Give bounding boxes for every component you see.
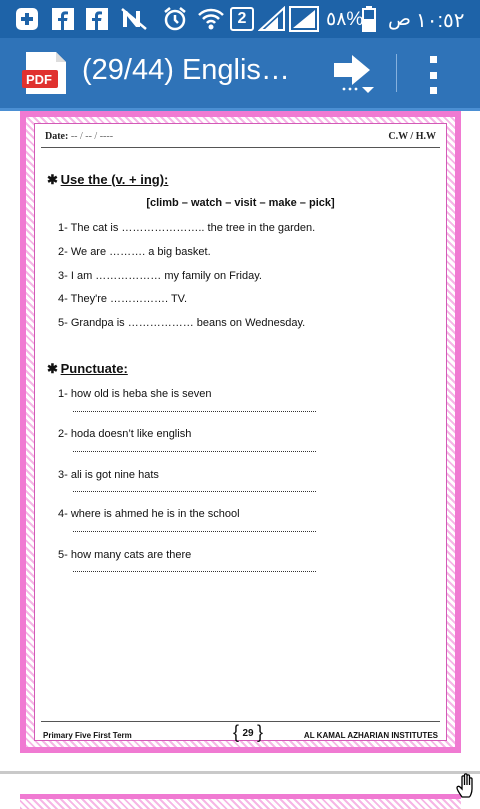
exercise-item: 2- hoda doesn’t like english: [58, 428, 192, 440]
answer-line: [73, 531, 316, 532]
date-value: -- / -- / ----: [70, 131, 114, 142]
exercise-item: 1- The cat is ………………….. the tree in the garden.: [58, 222, 316, 234]
app-toolbar: [0, 38, 480, 111]
page-number: { 29 }: [233, 724, 263, 744]
exercise-item: 5- how many cats are there: [58, 549, 192, 561]
date-label: Date:: [45, 131, 69, 142]
facebook-icon: [86, 6, 108, 32]
clock-time: ١٠:٥٢: [416, 10, 465, 32]
alarm-icon: [162, 6, 188, 32]
cw-hw-label: C.W / H.W: [388, 131, 436, 142]
exercise-item: 5- Grandpa is ……………… beans on Wednesday.: [58, 317, 306, 329]
status-bar: [0, 0, 480, 38]
pdf-viewer[interactable]: [0, 111, 480, 800]
exercise-item: 4- They're ……………. TV.: [58, 293, 188, 305]
notification-count-badge: [230, 6, 254, 32]
hand-tool-icon[interactable]: [456, 773, 478, 799]
worksheet-header: [45, 129, 436, 147]
mute-icon: [120, 6, 148, 32]
notification-count: 2: [230, 7, 254, 31]
overflow-menu-icon[interactable]: [428, 56, 438, 94]
page-separator: [0, 771, 480, 774]
worksheet-page: [34, 123, 447, 741]
wifi-icon: [197, 6, 225, 32]
answer-line: [73, 571, 316, 572]
answer-line: [73, 451, 316, 452]
date-field: [45, 131, 113, 142]
header-rule: [41, 147, 440, 148]
worksheet-footer: [41, 722, 440, 746]
plus-icon: [14, 6, 40, 32]
page-border: [20, 111, 461, 753]
answer-line: [73, 411, 316, 412]
section-heading-punctuate: [47, 361, 128, 377]
share-icon[interactable]: [332, 53, 378, 97]
asterisk-icon: ✱: [47, 361, 58, 376]
battery-icon: [362, 6, 376, 32]
exercise-item: 3- I am ……………… my family on Friday.: [58, 270, 262, 282]
pdf-app-icon[interactable]: [22, 52, 66, 94]
facebook-icon: [52, 6, 74, 32]
battery-percent: ٥٨%: [326, 9, 364, 30]
pdf-badge-text: PDF: [26, 72, 52, 87]
section-heading-verb-ing: [47, 172, 168, 188]
signal-icon: [289, 6, 319, 32]
am-pm-label: ص: [388, 9, 411, 30]
toolbar-divider: [396, 54, 397, 92]
section-heading-text: Use the (v. + ing):: [60, 172, 169, 187]
word-bank: [climb – watch – visit – make – pick]: [146, 197, 335, 209]
exercise-item: 1- how old is heba she is seven: [58, 388, 212, 400]
signal-icon: [258, 6, 286, 32]
document-title: (29/44) Englis…: [82, 54, 290, 86]
answer-line: [73, 491, 316, 492]
exercise-item: 3- ali is got nine hats: [58, 469, 159, 481]
next-page-border: [20, 794, 461, 809]
asterisk-icon: ✱: [47, 172, 58, 187]
section-heading-text: Punctuate:: [60, 361, 128, 376]
exercise-item: 2- We are ………. a big basket.: [58, 246, 211, 258]
footer-institute: AL KAMAL AZHARIAN INSTITUTES: [303, 731, 438, 740]
exercise-item: 4- where is ahmed he is in the school: [58, 508, 240, 520]
footer-term: Primary Five First Term: [43, 731, 132, 740]
